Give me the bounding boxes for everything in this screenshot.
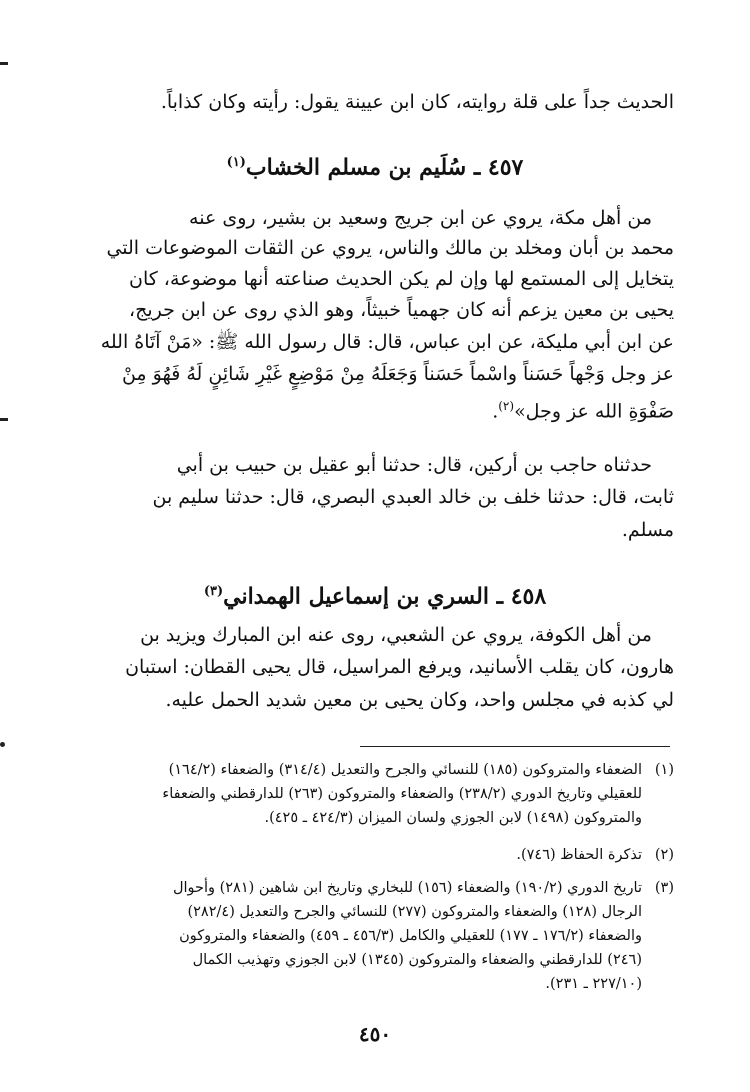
entry-458-heading xyxy=(0,575,750,613)
footnote-line: والضعفاء (١٧٦/٢ ـ ١٧٧) للعقيلي والكامل (٤٥٦/٣ ـ ٤٥٩) والضعفاء والمتروكون xyxy=(179,928,642,944)
entry-457-line: عز وجل وَجْهاً حَسَناً واسْماً حَسَناً وَجَعَلَهُ مِنْ مَوْضِعٍ غَيْرِ شَائِنٍ لَهُ فَهُوَ مِنْ xyxy=(121,363,674,385)
footnote-line: (٢٤٦) للدارقطني والضعفاء والمتروكون (١٣٤٥) لابن الجوزي وتهذيب الكمال xyxy=(192,952,642,968)
footnote-line xyxy=(76,876,674,900)
footnote-text: الضعفاء والمتروكون (١٨٥) للنسائي والجرح والتعديل (٣١٤/٤) والضعفاء (١٦٤/٢) xyxy=(168,762,642,778)
margin-dot xyxy=(0,742,5,747)
entry-458-line: من أهل الكوفة، يروي عن الشعبي، روى عنه ابن المبارك ويزيد بن xyxy=(140,624,652,646)
entry-457-last-line xyxy=(76,391,674,421)
footnote-text: تذكرة الحفاظ (٧٤٦). xyxy=(516,847,642,863)
margin-mark xyxy=(0,62,8,65)
entry-457-line: عن ابن أبي مليكة، عن ابن عباس، قال: قال رسول الله ﷺ: «مَنْ آتَاهُ الله xyxy=(100,331,674,353)
entry-457-line: يحيى بن معين يزعم أنه كان جهمياً خبيثاً، وهو الذي روى عن ابن جريج، xyxy=(129,299,674,321)
entry-457-line: محمد بن أبان ومخلد بن مالك والناس، يروي عن الثقات الموضوعات التي xyxy=(106,237,674,259)
footnote-2 xyxy=(76,843,674,867)
footnote-line: (٢٢٧/١٠ ـ ٢٣١). xyxy=(545,976,642,992)
footnote-separator xyxy=(360,746,670,747)
entry-457-line: يتخايل إلى المستمع لها وإن لم يكن الحديث صناعته أنها موضوعة، كان xyxy=(128,268,674,290)
footnote-ref-1: (١) xyxy=(226,155,246,170)
footnote-line: للعقيلي وتاريخ الدوري (٢٣٨/٢) والضعفاء والمتروكون (٢٦٣) للدارقطني والضعفاء xyxy=(162,786,642,802)
page-number: ٤٥٠ xyxy=(358,1022,392,1046)
full-stop: . xyxy=(492,400,499,423)
footnote-3 xyxy=(76,876,674,996)
footnote-number: (٢) xyxy=(654,847,674,863)
footnote-1 xyxy=(76,758,674,830)
footnote-line xyxy=(76,843,674,867)
footnote-number: (١) xyxy=(654,762,674,778)
footnote-line xyxy=(76,758,674,782)
footnote-number: (٣) xyxy=(654,880,674,896)
footnote-line: والمتروكون (١٤٩٨) لابن الجوزي ولسان الميزان (٤٢٤/٣ ـ ٤٢٥). xyxy=(264,810,642,826)
isnad-line: ثابت، قال: حدثنا خلف بن خالد العبدي البصري، قال: حدثنا سليم بن xyxy=(152,486,674,508)
entry-458-line: هارون، كان يقلب الأسانيد، ويرفع المراسيل، قال يحيى القطان: استبان xyxy=(125,656,674,678)
footnote-text: تاريخ الدوري (١٩٠/٢) والضعفاء (١٥٦) للبخاري وتاريخ ابن شاهين (٢٨١) وأحوال xyxy=(172,880,642,896)
isnad-line: مسلم. xyxy=(621,519,674,541)
entry-457-heading xyxy=(0,146,750,184)
hadith-end: صَفْوَةِ الله عز وجل» xyxy=(514,400,674,423)
footnote-ref-3: (٣) xyxy=(203,584,224,599)
entry-457-title: ٤٥٧ ـ سُلَيم بن مسلم الخشاب xyxy=(245,154,524,181)
entry-458-title: ٤٥٨ ـ السري بن إسماعيل الهمداني xyxy=(223,583,547,610)
footnote-line: الرجال (١٢٨) والضعفاء والمتروكون (٢٧٧) للنسائي والجرح والتعديل (٢٨٢/٤) xyxy=(187,904,642,920)
isnad-line: حدثناه حاجب بن أركين، قال: حدثنا أبو عقيل بن حبيب بن أبي xyxy=(176,454,652,476)
continuation-line: الحديث جداً على قلة روايته، كان ابن عيينة يقول: رأيته وكان كذاباً. xyxy=(160,91,674,113)
footnote-ref-2: (٢) xyxy=(498,399,515,413)
entry-457-line: من أهل مكة، يروي عن ابن جريج وسعيد بن بشير، روى عنه xyxy=(189,207,652,229)
margin-mark xyxy=(0,418,8,421)
entry-458-line: لي كذبه في مجلس واحد، وكان يحيى بن معين شديد الحمل عليه. xyxy=(165,689,674,711)
